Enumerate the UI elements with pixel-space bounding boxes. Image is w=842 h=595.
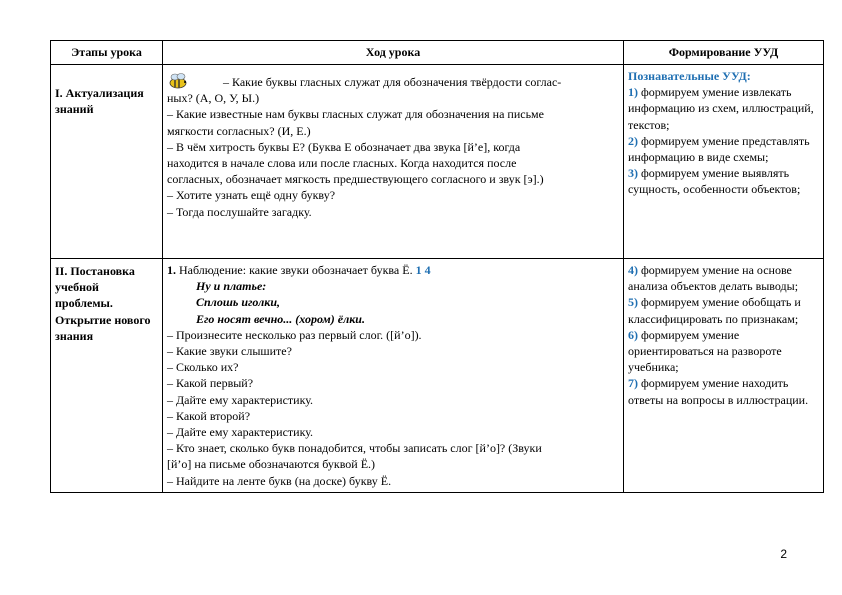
text-line: мягкости согласных? (И, Е.) bbox=[167, 123, 311, 138]
text-line: – Произнесите несколько раз первый слог. ([й’о]). bbox=[167, 327, 422, 342]
text-line: – Дайте ему характеристику. bbox=[167, 425, 314, 440]
lesson-flow-cell bbox=[163, 259, 624, 493]
uud-item: 1) формируем умение извлекать информацию из схем, иллюстраций, текстов; bbox=[628, 85, 814, 132]
riddle-line: Сплошь иголки, bbox=[196, 295, 281, 310]
riddle-line: Ну и платье: bbox=[196, 279, 267, 294]
text-line: [й’о] на письме обозначаются буквой Ё.) bbox=[167, 457, 376, 472]
uud-item: 3) формируем умение выявлять сущность, особенности объектов; bbox=[628, 166, 801, 197]
text-line: ных? (А, О, У, Ы.) bbox=[167, 91, 260, 106]
bee-icon bbox=[167, 73, 189, 89]
text-line: – Дайте ему характеристику. bbox=[167, 392, 314, 407]
header-row bbox=[51, 41, 824, 65]
text-line: – Хотите узнать ещё одну букву? bbox=[167, 188, 336, 203]
text-line: – Какие звуки слышите? bbox=[167, 344, 292, 359]
page-number: 2 bbox=[780, 547, 787, 561]
header-uud: Формирование УУД bbox=[624, 41, 824, 65]
uud-item: 4) формируем умение на основе анализа объектов делать выводы; bbox=[628, 263, 799, 294]
text-line: – Какой второй? bbox=[167, 408, 251, 423]
text-line: – В чём хитрость буквы Е? (Буква Е обозначает два звука [й’е], когда bbox=[167, 139, 521, 154]
stage-cell: I. Актуализация знаний bbox=[51, 65, 163, 259]
uud-item: 6) формируем умение ориентироваться на развороте учебника; bbox=[628, 327, 782, 375]
uud-cell bbox=[624, 259, 824, 493]
uud-item: 2) формируем умение представлять информацию в виде схемы; bbox=[628, 133, 810, 165]
uud-item: 7) формируем умение находить ответы на вопросы в иллюстрации. bbox=[628, 376, 809, 407]
table-row bbox=[51, 65, 824, 259]
text-line: – Какой первый? bbox=[167, 376, 254, 391]
uud-cell bbox=[624, 65, 824, 259]
riddle-line: Его носят вечно... (хором) ёлки. bbox=[196, 311, 365, 326]
observation-line: 1. Наблюдение: какие звуки обозначает буква Ё. 1 4 bbox=[167, 263, 431, 277]
text-line: – Тогда послушайте загадку. bbox=[167, 204, 312, 219]
lesson-flow-cell bbox=[163, 65, 624, 259]
uud-item: 5) формируем умение обобщать и классифицировать по признакам; bbox=[628, 295, 801, 326]
header-lesson-flow: Ход урока bbox=[163, 41, 624, 65]
table-row bbox=[51, 259, 824, 493]
text-line: – Какие буквы гласных служат для обозначения твёрдости соглас- bbox=[167, 73, 619, 90]
uud-heading: Познавательные УУД: bbox=[628, 69, 751, 83]
lesson-table bbox=[50, 40, 824, 493]
text-line: – Найдите на ленте букв (на доске) букву Ё. bbox=[167, 473, 392, 488]
text-line: находится в начале слова или после гласных. Когда находится после bbox=[167, 156, 517, 171]
text-line: – Сколько их? bbox=[167, 360, 239, 375]
text-line: – Кто знает, сколько букв понадобится, чтобы записать слог [й’о]? (Звуки bbox=[167, 441, 542, 456]
header-stages: Этапы урока bbox=[51, 41, 163, 65]
stage-cell: II. Постановка учебной проблемы. Открытие нового знания bbox=[51, 259, 163, 493]
text-line: согласных, обозначает мягкость предшествующего согласного и звук [э].) bbox=[167, 172, 544, 187]
text-line: – Какие известные нам буквы гласных служат для обозначения на письме bbox=[167, 107, 544, 122]
